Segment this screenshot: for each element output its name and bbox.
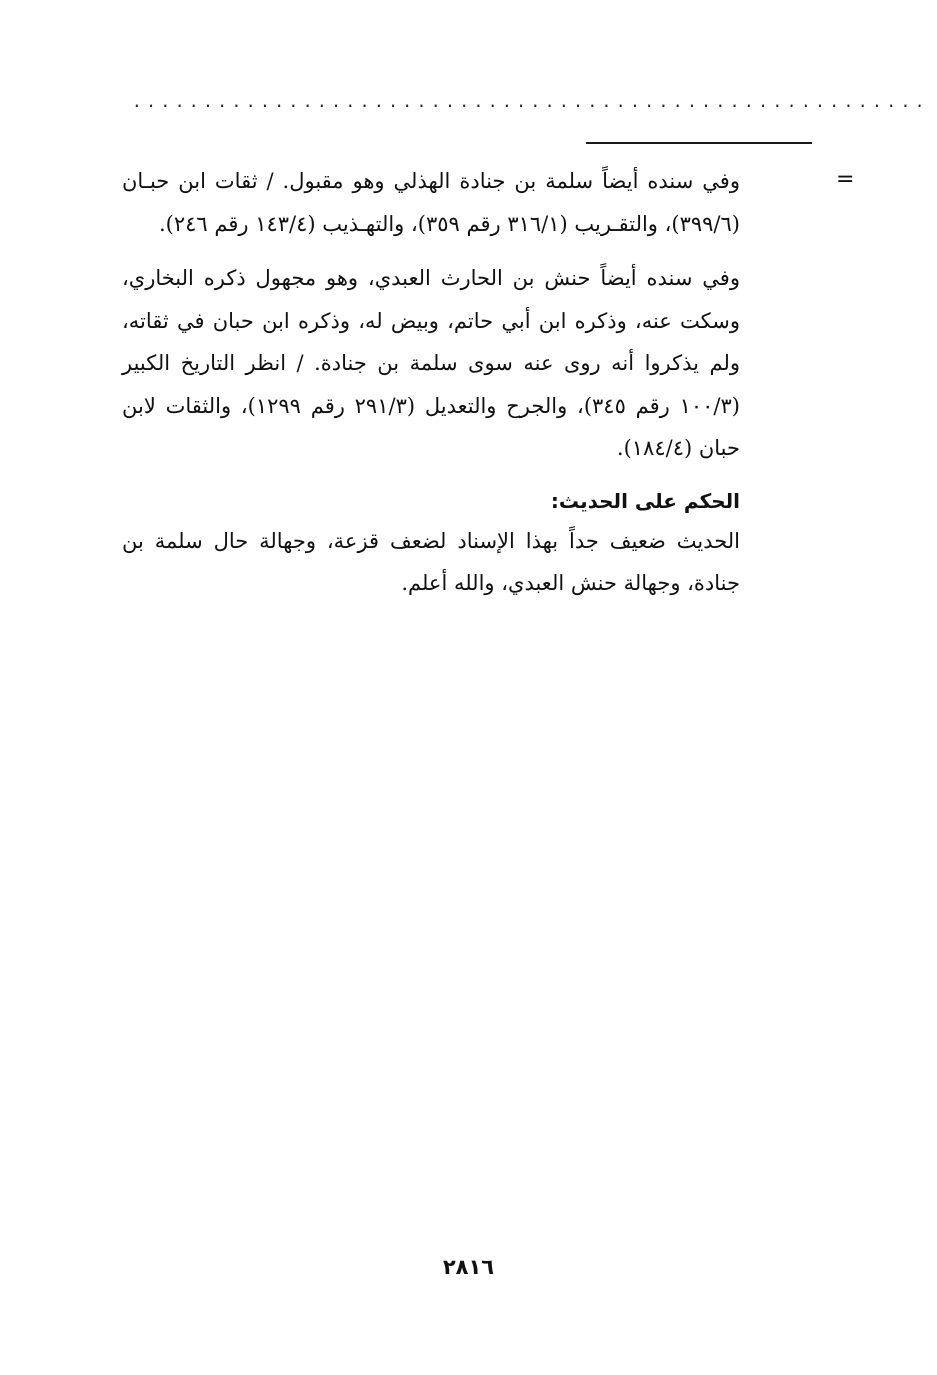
footnote-rule [586,142,812,144]
page-number: ٢٨١٦ [442,1255,495,1279]
continuation-mark: = [836,167,855,192]
paragraph-salama: وفي سنده أيضاً سلمة بن جنادة الهذلي وهو مقبول. / ثقات ابن حبـان (٣٩٩/٦)، والتقـريب (٣١٦/١ رقم ٣٥٩)، والتهـذيب (١٤٣/٤ رقم ٢٤٦). [122,169,740,236]
dotted-separator: ........................................................ [132,92,930,111]
footnote-body [122,160,740,605]
ruling-heading: الحكم على الحديث: [550,488,740,513]
ruling-text: الحديث ضعيف جداً بهذا الإسناد لضعف قزعة، وجهالة حال سلمة بن جنادة، وجهالة حنش العبدي، والله أعلم. [122,528,740,595]
paragraph-hanash: وفي سنده أيضاً حنش بن الحارث العبدي، وهو مجهول ذكره البخاري، وسكت عنه، وذكره ابن أبي حاتم، وبيض له، وذكره ابن حبان في ثقاته، ولم يذكروا أنه روى عنه سوى سلمة بن جنادة. / انظر التاريخ الكبير (١٠٠/٣ رقم ٣٤٥)، والجرح والتعديل (٢٩١/٣ رقم ١٢٩٩)، والثقات لابن حبان (١٨٤/٤). [122,266,740,460]
